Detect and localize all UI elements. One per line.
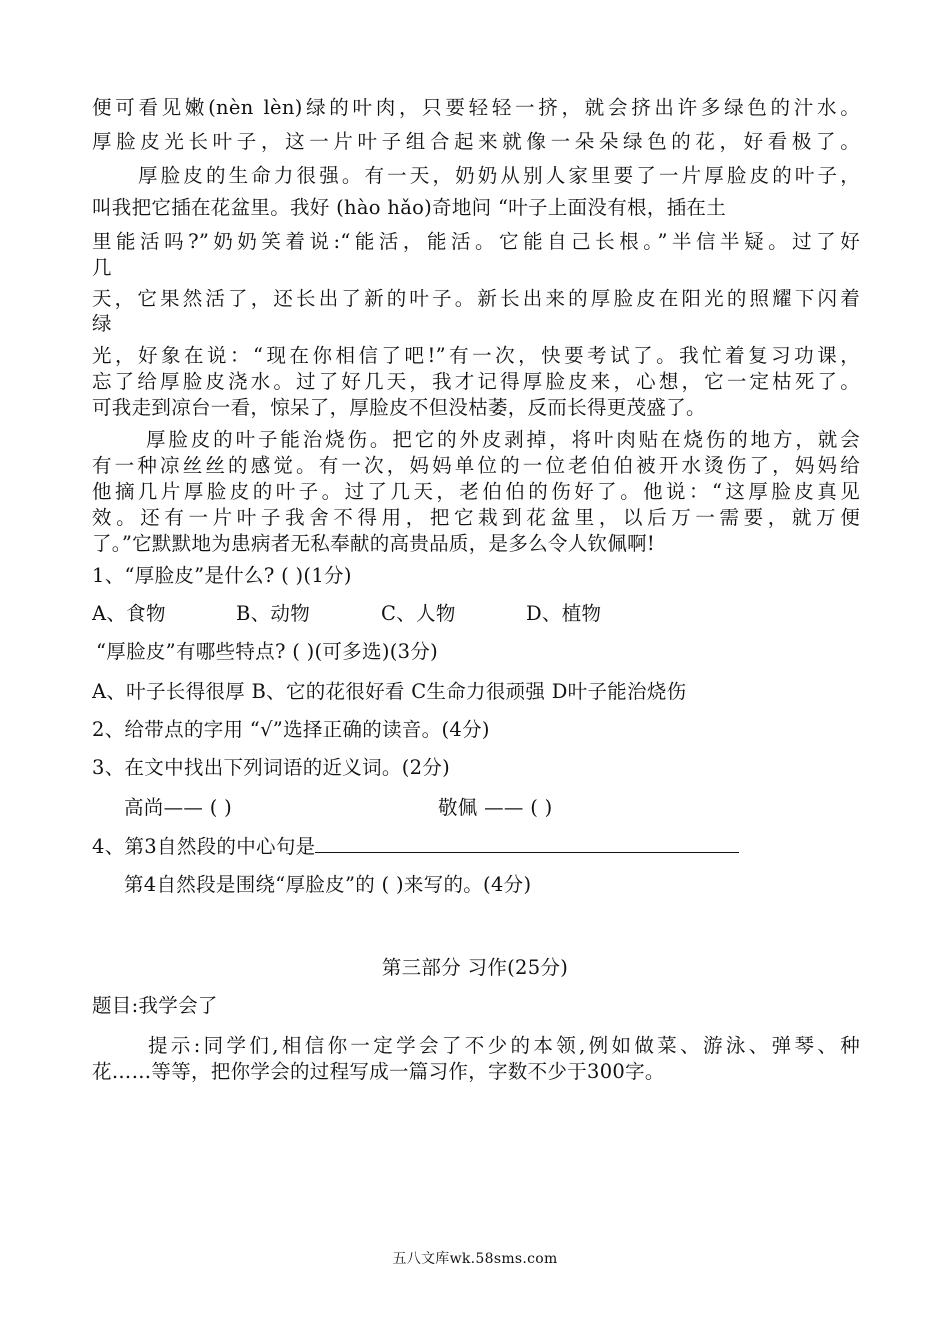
passage-line-4: 叫我把它插在花盆里。我好 (hào hǎo)奇地问 “叶子上面没有根，插在土 [92,196,727,219]
passage-line-13: 有一种凉丝丝的感觉。有一次，妈妈单位的一位老伯伯被开水烫伤了，妈妈给 [92,454,860,477]
question-1-option-c: C、人物 [381,602,456,625]
question-4b: 第4自然段是围绕“厚脸皮”的 ( )来写的。(4分) [124,873,532,896]
composition-hint-line-2: 花……等等，把你学会的过程写成一篇习作，字数不少于300字。 [92,1060,665,1083]
passage-line-12: 厚脸皮的叶子能治烧伤。把它的外皮剥掉，将叶肉贴在烧伤的地方，就会 [146,428,860,451]
question-4 [92,834,739,859]
passage-line-6: 几 [92,256,112,279]
composition-topic: 题目:我学会了 [92,994,218,1017]
footer-watermark: 五八文库wk.58sms.com [392,1251,558,1267]
passage-line-11: 可我走到凉台一看，惊呆了，厚脸皮不但没枯萎，反而长得更茂盛了。 [92,396,706,419]
passage-line-2: 厚脸皮光长叶子，这一片叶子组合起来就像一朵朵绿色的花，好看极了。 [92,130,860,153]
question-3-pair-2: 敬佩 —— ( ) [438,796,553,819]
question-2: 2、给带点的字用 “√”选择正确的读音。(4分) [92,718,490,741]
question-4-prefix: 4、第3自然段的中心句是 [92,835,316,858]
question-1-option-b: B、动物 [236,602,311,625]
passage-line-10: 忘了给厚脸皮浇水。过了好几天，我才记得厚脸皮来，心想，它一定枯死了。 [92,370,860,393]
question-3-pair-1: 高尚—— ( ) [124,796,233,819]
passage-line-3: 厚脸皮的生命力很强。有一天，奶奶从别人家里要了一片厚脸皮的叶子， [138,164,860,187]
composition-hint-line-1: 提示:同学们,相信你一定学会了不少的本领,例如做菜、游泳、弹琴、种 [148,1034,860,1057]
question-1-option-d: D、植物 [526,602,602,625]
question-1b: “厚脸皮”有哪些特点? ( )(可多选)(3分) [96,640,439,663]
question-1: 1、“厚脸皮”是什么? ( )(1分) [92,564,352,587]
passage-line-7: 天，它果然活了，还长出了新的叶子。新长出来的厚脸皮在阳光的照耀下闪着 [92,287,860,310]
passage-line-14: 他摘几片厚脸皮的叶子。过了几天，老伯伯的伤好了。他说：“这厚脸皮真见 [92,480,860,503]
question-3: 3、在文中找出下列词语的近义词。(2分) [92,756,451,779]
passage-line-1: 便可看见嫩(nèn lèn)绿的叶肉，只要轻轻一挤，就会挤出许多绿色的汁水。 [92,96,860,119]
passage-line-15: 效。还有一片叶子我舍不得用，把它栽到花盆里，以后万一需要，就万便 [92,506,860,529]
passage-line-5: 里能活吗?”奶奶笑着说:“能活，能活。它能自己长根。”半信半疑。过了好 [92,230,860,253]
answer-blank-line[interactable] [315,834,739,853]
section-title: 第三部分 习作(25分) [381,956,569,979]
passage-line-8: 绿 [92,312,112,335]
question-1-option-a: A、食物 [92,602,166,625]
passage-line-16: 了。”它默默地为患病者无私奉献的高贵品质，是多么令人钦佩啊! [92,532,656,555]
passage-line-9: 光，好象在说：“现在你相信了吧!”有一次，快要考试了。我忙着复习功课， [92,344,860,367]
question-1b-options: A、叶子长得很厚 B、它的花很好看 C生命力很顽强 D叶子能治烧伤 [92,680,687,703]
